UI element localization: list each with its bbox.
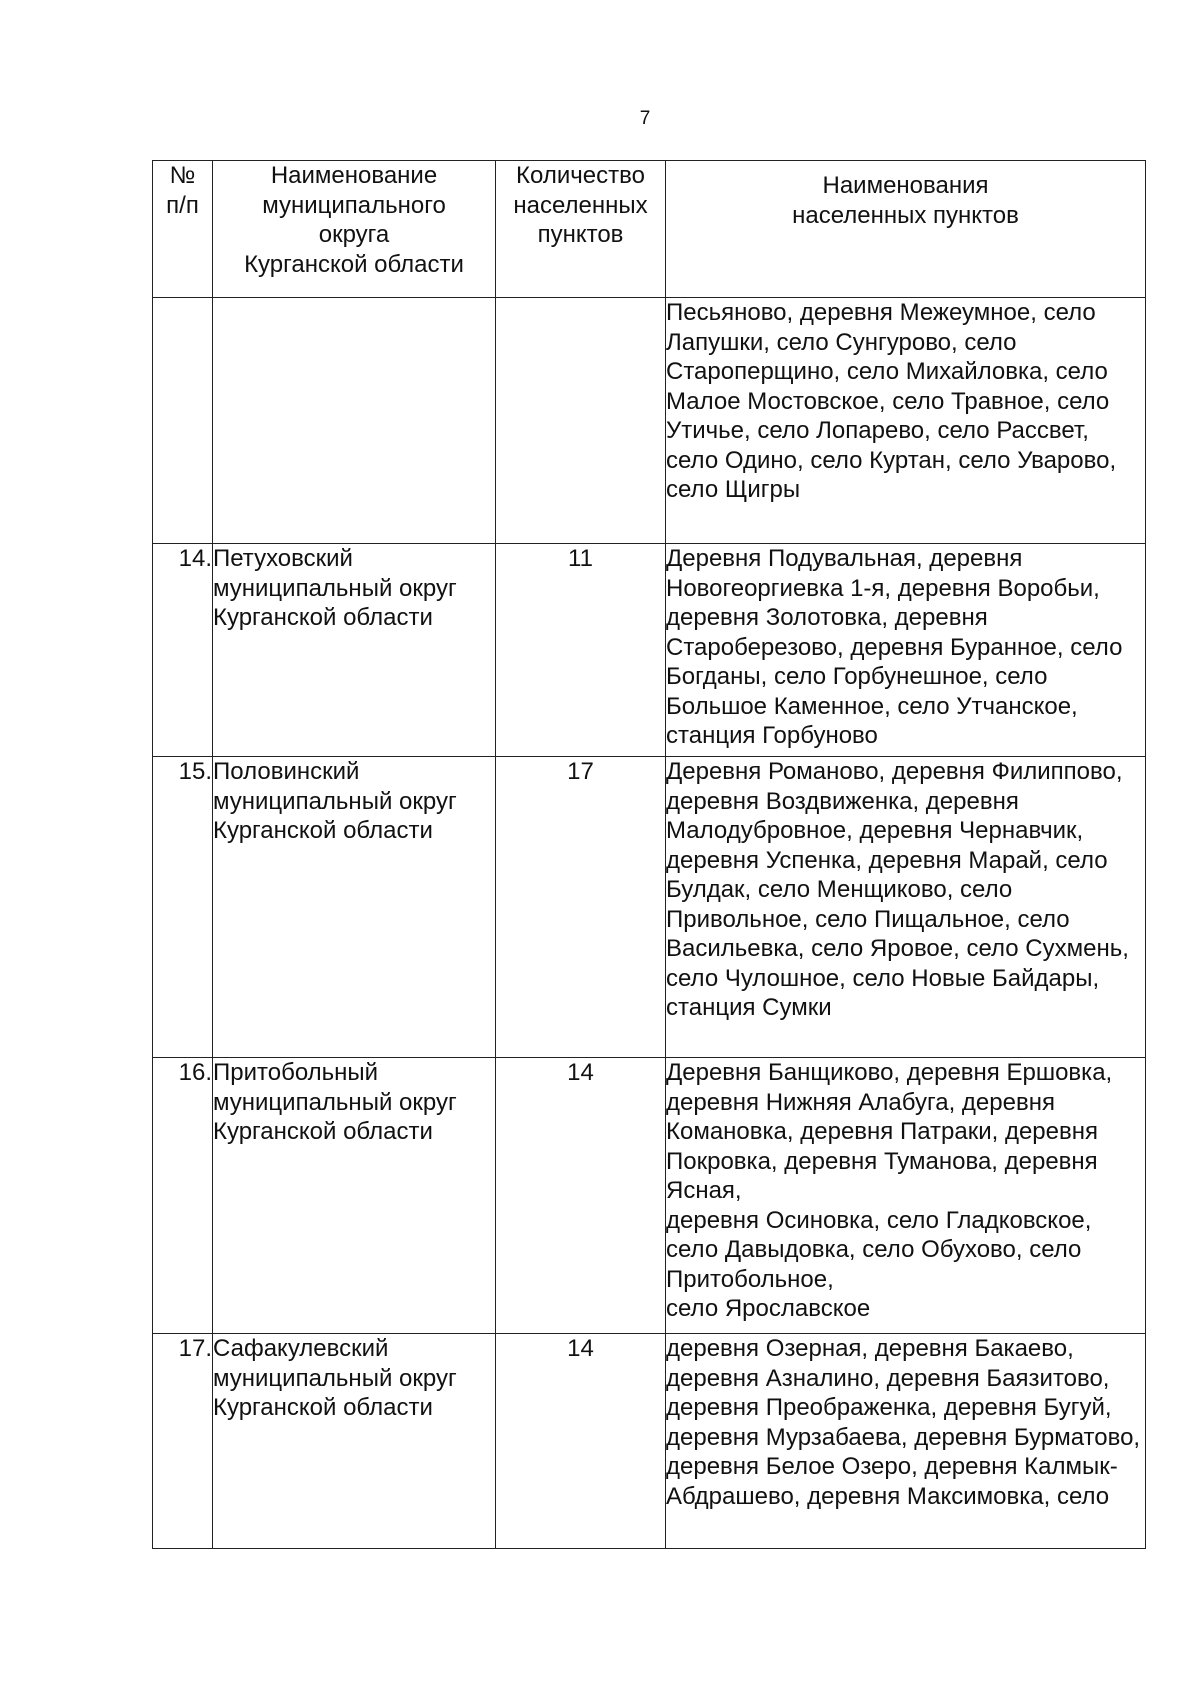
settlement-count (496, 298, 666, 544)
table-row (153, 757, 1146, 1058)
settlement-list: деревня Озерная, деревня Бакаево, деревня Азналино, деревня Баязитово, деревня Преображенка, деревня Бугуй, деревня Мурзабаева, деревня Бурматово, деревня Белое Озеро, деревня Калмык-Абдрашево, деревня Максимовка, село (666, 1334, 1146, 1549)
district-name: Петуховский муниципальный округ Курганской области (213, 544, 496, 757)
table-row (153, 298, 1146, 544)
table-row (153, 544, 1146, 757)
header-num-label: № п/п (166, 162, 199, 219)
settlement-list: Деревня Банщиково, деревня Ершовка, деревня Нижняя Алабуга, деревня Комановка, деревня Патраки, деревня Покровка, деревня Туманова, деревня Ясная, деревня Осиновка, село Гладковское, село Давыдовка, село Обухово, село Притобольное, село Ярославское (666, 1058, 1146, 1334)
district-name: Половинский муниципальный округ Курганской области (213, 757, 496, 1058)
table-header-row (153, 161, 1146, 298)
district-name (213, 298, 496, 544)
settlement-list: Деревня Романово, деревня Филиппово, деревня Воздвиженка, деревня Малодубровное, деревня Чернавчик, деревня Успенка, деревня Марай, село Булдак, село Менщиково, село Привольное, село Пищальное, село Васильевка, село Яровое, село Сухмень, село Чулошное, село Новые Байдары, станция Сумки (666, 757, 1146, 1058)
table-row (153, 1334, 1146, 1549)
header-list-label: Наименования населенных пунктов (792, 172, 1019, 229)
header-list (666, 161, 1146, 298)
row-number: 17. (153, 1334, 213, 1549)
row-number: 14. (153, 544, 213, 757)
header-name (213, 161, 496, 298)
settlement-count: 14 (496, 1334, 666, 1549)
table-row (153, 1058, 1146, 1334)
settlement-count: 14 (496, 1058, 666, 1334)
settlement-list: Песьяново, деревня Межеумное, село Лапушки, село Сунгурово, село Староперщино, село Михайловка, село Малое Мостовское, село Травное, село Утичье, село Лопарево, село Рассвет, село Одино, село Куртан, село Уварово, село Щигры (666, 298, 1146, 544)
district-name: Сафакулевский муниципальный округ Курганской области (213, 1334, 496, 1549)
header-count (496, 161, 666, 298)
row-number (153, 298, 213, 544)
header-count-label: Количество населенных пунктов (513, 162, 648, 248)
settlements-table (152, 160, 1146, 1549)
header-num (153, 161, 213, 298)
settlement-count: 11 (496, 544, 666, 757)
row-number: 15. (153, 757, 213, 1058)
settlement-count: 17 (496, 757, 666, 1058)
page-number: 7 (639, 108, 651, 129)
settlement-list: Деревня Подувальная, деревня Новогеоргиевка 1-я, деревня Воробьи, деревня Золотовка, деревня Староберезово, деревня Буранное, село Богданы, село Горбунешное, село Большое Каменное, село Утчанское, станция Горбуново (666, 544, 1146, 757)
row-number: 16. (153, 1058, 213, 1334)
header-name-label: Наименование муниципального округа Курганской области (244, 162, 464, 278)
district-name: Притобольный муниципальный округ Курганской области (213, 1058, 496, 1334)
